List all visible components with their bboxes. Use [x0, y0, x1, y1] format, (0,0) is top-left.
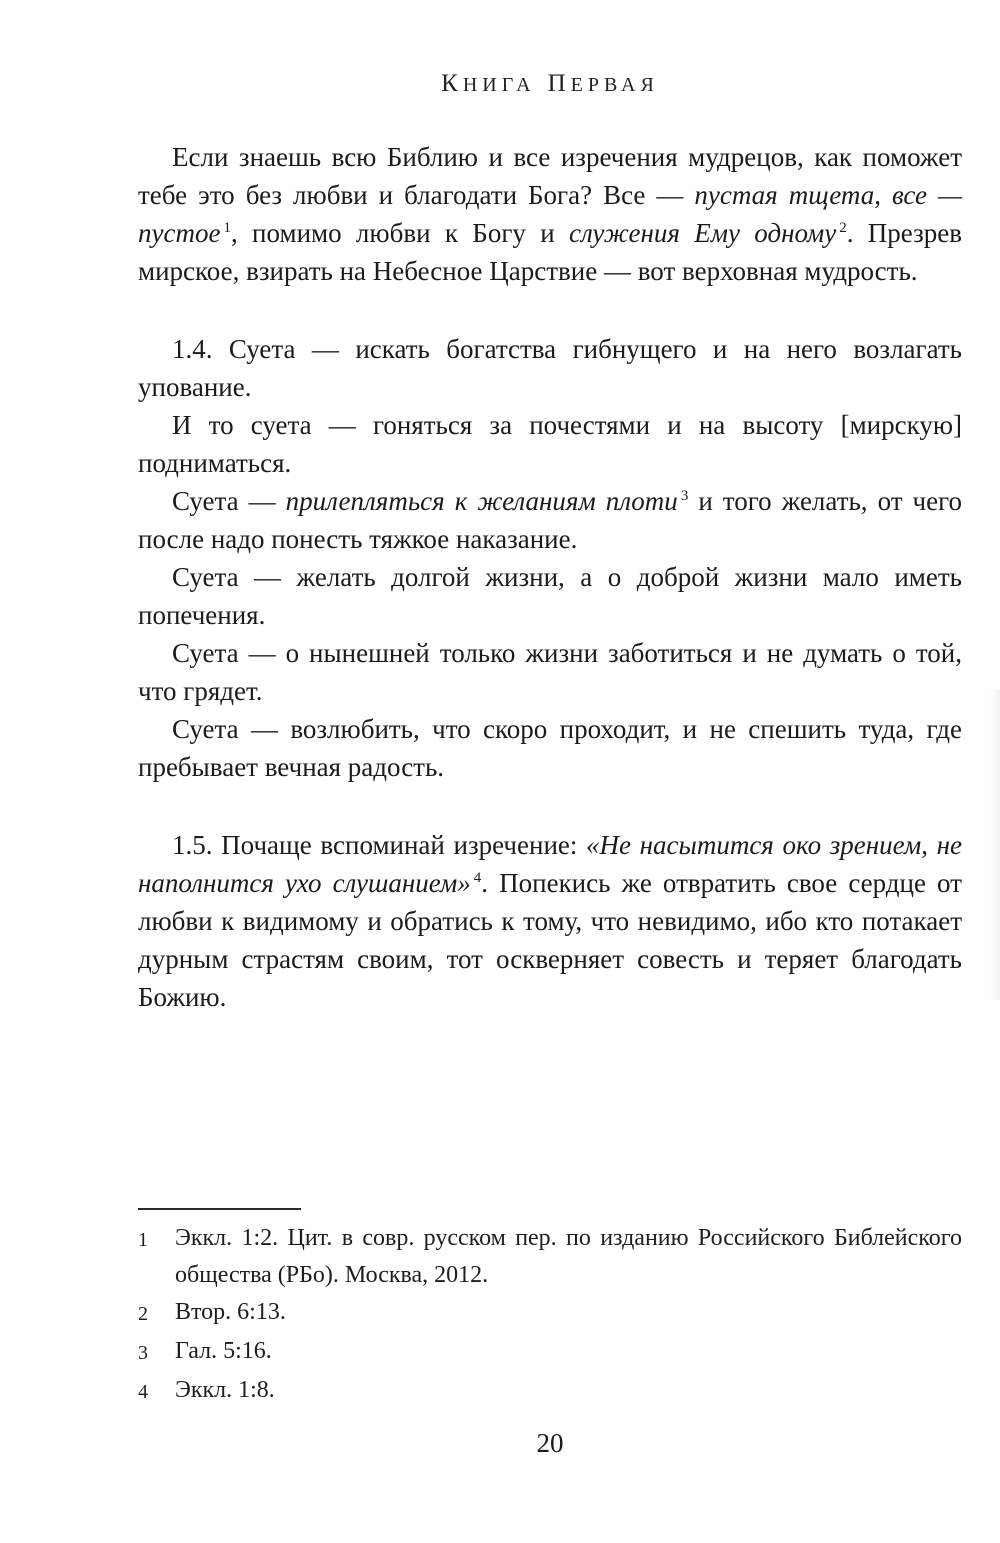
footnote-item: [138, 1294, 962, 1333]
paragraph-intro: [138, 138, 962, 290]
footnote-reference: 3: [680, 488, 689, 504]
text-run: . Презрев мирское, взирать на Небесное Царствие — вот верховная мудрость.: [138, 218, 962, 286]
footnote-reference: 1: [223, 220, 231, 236]
text-run: Суета —: [172, 486, 286, 516]
text-run: И то суета — гоняться за почестями и на высоту [мирскую] подниматься.: [138, 410, 962, 478]
paragraph-1-4-riches: [138, 330, 962, 406]
footnote-text: Гал. 5:16.: [175, 1338, 272, 1364]
footnote-separator-rule: [138, 1208, 301, 1210]
footnote-number: 4: [138, 1381, 148, 1403]
text-run: Суета — возлюбить, что скоро проходит, и не спешить туда, где пребывает вечная радость.: [138, 714, 962, 782]
text-run: Если знаешь всю Библию и все изречения мудрецов, как поможет тебе это без любви и благодати Бога? Все —: [138, 142, 962, 210]
text-run: , помимо любви к Богу и: [230, 218, 570, 248]
emphasized-text: служения Ему одному: [569, 218, 837, 248]
footnotes: [138, 1208, 962, 1411]
footnote-item: [138, 1220, 962, 1294]
text-run: и того желать, от чего после надо понесть тяжкое наказание.: [138, 486, 962, 554]
text-run: 1.5. Почаще вспоминай изречение:: [172, 830, 587, 860]
footnote-number: 3: [138, 1342, 148, 1364]
paragraph-1-4-flesh: [138, 482, 962, 558]
scan-edge-shadow: [990, 690, 1000, 1000]
footnote-text: Втор. 6:13.: [175, 1299, 286, 1325]
paragraph-1-5: [138, 826, 962, 1016]
footnote-item: [138, 1333, 962, 1372]
emphasized-text: прилепляться к желаниям плоти: [285, 486, 678, 516]
footnote-item: [138, 1372, 962, 1411]
paragraph-1-4-honours: [138, 406, 962, 482]
emphasized-text: «Не насытится око зрением, не наполнится ухо слушанием»: [138, 830, 962, 898]
footnote-number: 2: [138, 1303, 148, 1325]
emphasized-text: пустая тщета, все — пустое: [138, 180, 962, 248]
footnote-reference: 4: [473, 870, 482, 886]
page-number: 20: [536, 1428, 564, 1458]
paragraph-1-4-present-life: [138, 634, 962, 710]
text-run: 1.4. Суета — искать богатства гибнущего и на него возлагать упование.: [138, 334, 962, 402]
text-run: . Попекись же отвратить свое сердце от любви к видимому и обратись к тому, что невидимо, ибо кто потакает дурным страстям своим, тот оскверняет совесть и теряет благодать Божию.: [138, 868, 962, 1012]
footnote-text: Эккл. 1:8.: [175, 1377, 275, 1403]
chapter-title-word: ПЕРВАЯ: [547, 70, 659, 97]
footnote-text: Эккл. 1:2. Цит. в совр. русском пер. по изданию Российского Библейского общества (РБо). Москва, 2012.: [175, 1225, 962, 1288]
text-run: Суета — о нынешней только жизни заботиться и не думать о той, что грядет.: [138, 638, 962, 706]
body-text: [138, 138, 962, 1016]
paragraph-1-4-passing: [138, 710, 962, 786]
chapter-title-word: КНИГА: [441, 70, 536, 97]
chapter-header: [138, 70, 962, 98]
paragraph-1-4-long-life: [138, 558, 962, 634]
footnote-number: 1: [138, 1229, 148, 1251]
chapter-title: [441, 70, 659, 97]
footnote-reference: 2: [839, 220, 847, 236]
text-run: Суета — желать долгой жизни, а о доброй жизни мало иметь попечения.: [138, 562, 962, 630]
